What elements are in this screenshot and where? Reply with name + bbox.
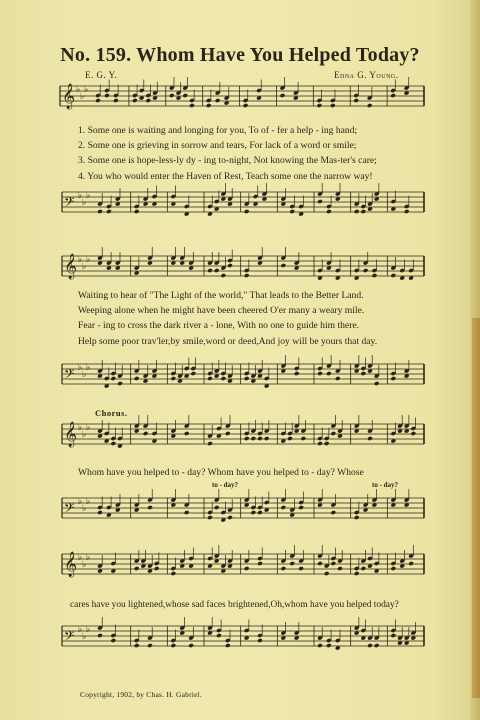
note-head (244, 209, 250, 214)
note-head (117, 381, 123, 386)
verse-line-1: Waiting to hear of "The Light of the world," That leads to the Better Land. (78, 290, 364, 301)
note-head (316, 103, 322, 108)
hymn-number: No. 159. (60, 44, 132, 66)
flat-icon: ♭ (86, 552, 91, 562)
note-head (106, 209, 112, 214)
note-head (207, 515, 213, 520)
note-head (324, 571, 330, 576)
treble-clef-icon: 𝄞 (64, 422, 78, 447)
note-head (225, 643, 231, 648)
note-head (317, 441, 323, 446)
flat-icon: ♭ (82, 503, 87, 513)
treble-clef-icon: 𝄞 (62, 84, 76, 109)
note-head (335, 376, 341, 381)
verse-line-3: Fear - ing to cross the dark river a - lone, With no one to guide him there. (78, 320, 360, 332)
note-head (104, 93, 110, 98)
flat-icon: ♭ (82, 631, 87, 641)
note-head (207, 441, 213, 446)
verse-line-1: 1. Some one is waiting and longing for you, To of - fer a help - ing hand; (78, 125, 358, 136)
note-head (206, 103, 212, 108)
note-head (326, 371, 332, 376)
note-head (390, 376, 396, 381)
note-head (207, 376, 213, 381)
note-head (330, 561, 336, 566)
flat-icon: ♭ (78, 422, 83, 432)
note-head (132, 98, 138, 103)
note-head (257, 561, 263, 566)
note-head (287, 436, 293, 441)
note-head (264, 436, 270, 441)
note-head (147, 505, 153, 510)
note-head (367, 436, 373, 441)
note-head (243, 103, 249, 108)
flat-icon: ♭ (82, 429, 87, 439)
note-head (110, 638, 116, 643)
verse-line-4: Help some poor trav'ler,by smile,word or deed,And joy will be yours that day. (78, 335, 378, 347)
note-head (280, 566, 286, 571)
hymn-title-text: Whom Have You Helped Today? (136, 44, 420, 66)
note-head (298, 505, 304, 510)
note-head (300, 436, 306, 441)
note-head (110, 441, 116, 446)
note-head (372, 273, 378, 278)
note-head (280, 263, 286, 268)
note-head (113, 98, 119, 103)
note-head (170, 376, 176, 381)
flat-icon: ♭ (76, 84, 81, 94)
flat-icon: ♭ (82, 197, 87, 207)
note-head (353, 98, 359, 103)
flat-icon: ♭ (78, 254, 83, 264)
verse-line-2: 2. Some one is grieving in sorrow and tears, For lack of a word or smile; (78, 140, 357, 152)
note-head (390, 633, 396, 638)
flat-icon: ♭ (78, 552, 83, 562)
note-head (363, 268, 369, 273)
note-head (97, 209, 103, 214)
flat-icon: ♭ (78, 496, 83, 506)
note-head (182, 93, 188, 98)
note-head (298, 566, 304, 571)
note-head (184, 510, 190, 515)
note-head (354, 515, 360, 520)
flat-icon: ♭ (82, 369, 87, 379)
note-head (250, 436, 256, 441)
note-head (110, 376, 116, 381)
note-head (190, 371, 196, 376)
note-head (134, 376, 140, 381)
bass-clef-icon: 𝄢 (64, 194, 75, 213)
treble-clef-icon: 𝄞 (64, 552, 78, 577)
note-head (214, 268, 220, 273)
note-head (170, 571, 176, 576)
flat-icon: ♭ (82, 261, 87, 271)
verse-line-2: Weeping alone when he might have been cheered O'er many a weary mile. (78, 305, 365, 317)
note-head (220, 273, 226, 278)
flat-icon: ♭ (78, 190, 83, 200)
note-head (410, 431, 416, 436)
note-head (244, 436, 250, 441)
note-head (289, 209, 295, 214)
note-head (330, 103, 336, 108)
note-head (134, 643, 140, 648)
copyright-notice: Copyright, 1902, by Chas. H. Gabriel. (80, 690, 202, 699)
note-head (360, 209, 366, 214)
bass-clef-icon: 𝄢 (64, 366, 75, 385)
note-head (214, 505, 220, 510)
note-head (97, 510, 103, 515)
note-head (317, 371, 323, 376)
flat-icon: ♭ (82, 559, 87, 569)
note-head (154, 566, 160, 571)
note-head (189, 103, 195, 108)
music-credit: Edna G. Young. (334, 70, 399, 80)
note-head (145, 98, 151, 103)
treble-clef-icon: 𝄞 (64, 254, 78, 279)
flat-icon: ♭ (84, 84, 89, 94)
note-head (244, 376, 250, 381)
system1-lyrics (78, 123, 377, 184)
note-head (244, 273, 250, 278)
flat-icon: ♭ (80, 91, 85, 101)
note-head (207, 268, 213, 273)
flat-icon: ♭ (78, 624, 83, 634)
note-head (134, 209, 140, 214)
note-head (134, 566, 140, 571)
verse-line-3: 3. Some one is hope-less-ly dy - ing to-night, Not knowing the Mas-ter's care; (78, 155, 377, 167)
note-head (143, 431, 149, 436)
note-head (337, 566, 343, 571)
note-head (188, 643, 194, 648)
note-head (354, 571, 360, 576)
note-head (330, 510, 336, 515)
note-head (215, 98, 221, 103)
note-head (326, 209, 332, 214)
note-head (216, 633, 222, 638)
note-head (257, 638, 263, 643)
chorus-label: Chorus. (95, 408, 128, 418)
note-head (280, 93, 286, 98)
flat-icon: ♭ (86, 624, 91, 634)
note-head (257, 510, 263, 515)
note-head (257, 436, 263, 441)
flat-icon: ♭ (86, 254, 91, 264)
note-head (374, 381, 380, 386)
flat-icon: ♭ (86, 422, 91, 432)
note-head (170, 643, 176, 648)
flat-icon: ♭ (86, 362, 91, 372)
note-head (324, 441, 330, 446)
note-head (250, 510, 256, 515)
note-head (244, 566, 250, 571)
note-head (367, 643, 373, 648)
note-head (390, 566, 396, 571)
verse-line-4: 4. You who would enter the Haven of Rest, Teach some one the narrow way! (78, 170, 373, 182)
note-head (220, 376, 226, 381)
note-head (97, 633, 103, 638)
note-head (95, 98, 101, 103)
chorus-echo-2: to - day? (372, 481, 399, 489)
note-head (408, 561, 414, 566)
note-head (404, 209, 410, 214)
note-head (360, 566, 366, 571)
note-head (390, 273, 396, 278)
note-head (330, 431, 336, 436)
note-head (326, 643, 332, 648)
words-credit: E. G. Y. (85, 70, 118, 80)
note-head (317, 643, 323, 648)
chorus-echo-1: to - day? (212, 481, 239, 489)
note-head (354, 209, 360, 214)
note-head (184, 431, 190, 436)
note-head (374, 643, 380, 648)
flat-icon: ♭ (86, 496, 91, 506)
note-head (289, 561, 295, 566)
note-head (227, 263, 233, 268)
note-head (147, 643, 153, 648)
note-head (317, 561, 323, 566)
chorus-lyrics-1: Whom have you helped to - day? Whom have you helped to - day? Whose (78, 467, 364, 478)
flat-icon: ♭ (78, 362, 83, 372)
bass-clef-icon: 𝄢 (64, 628, 75, 647)
note-head (227, 515, 233, 520)
note-head (360, 371, 366, 376)
note-head (390, 93, 396, 98)
note-head (169, 93, 175, 98)
chorus-lyrics-2: cares have you lightened,whose sad faces brightened,Oh,whom have you helped today? (70, 600, 399, 610)
note-head (317, 199, 323, 204)
note-head (367, 103, 373, 108)
note-head (294, 371, 300, 376)
flat-icon: ♭ (86, 190, 91, 200)
note-head (225, 431, 231, 436)
bass-clef-icon: 𝄢 (64, 500, 75, 519)
system2-lyrics (78, 288, 377, 349)
note-head (280, 505, 286, 510)
